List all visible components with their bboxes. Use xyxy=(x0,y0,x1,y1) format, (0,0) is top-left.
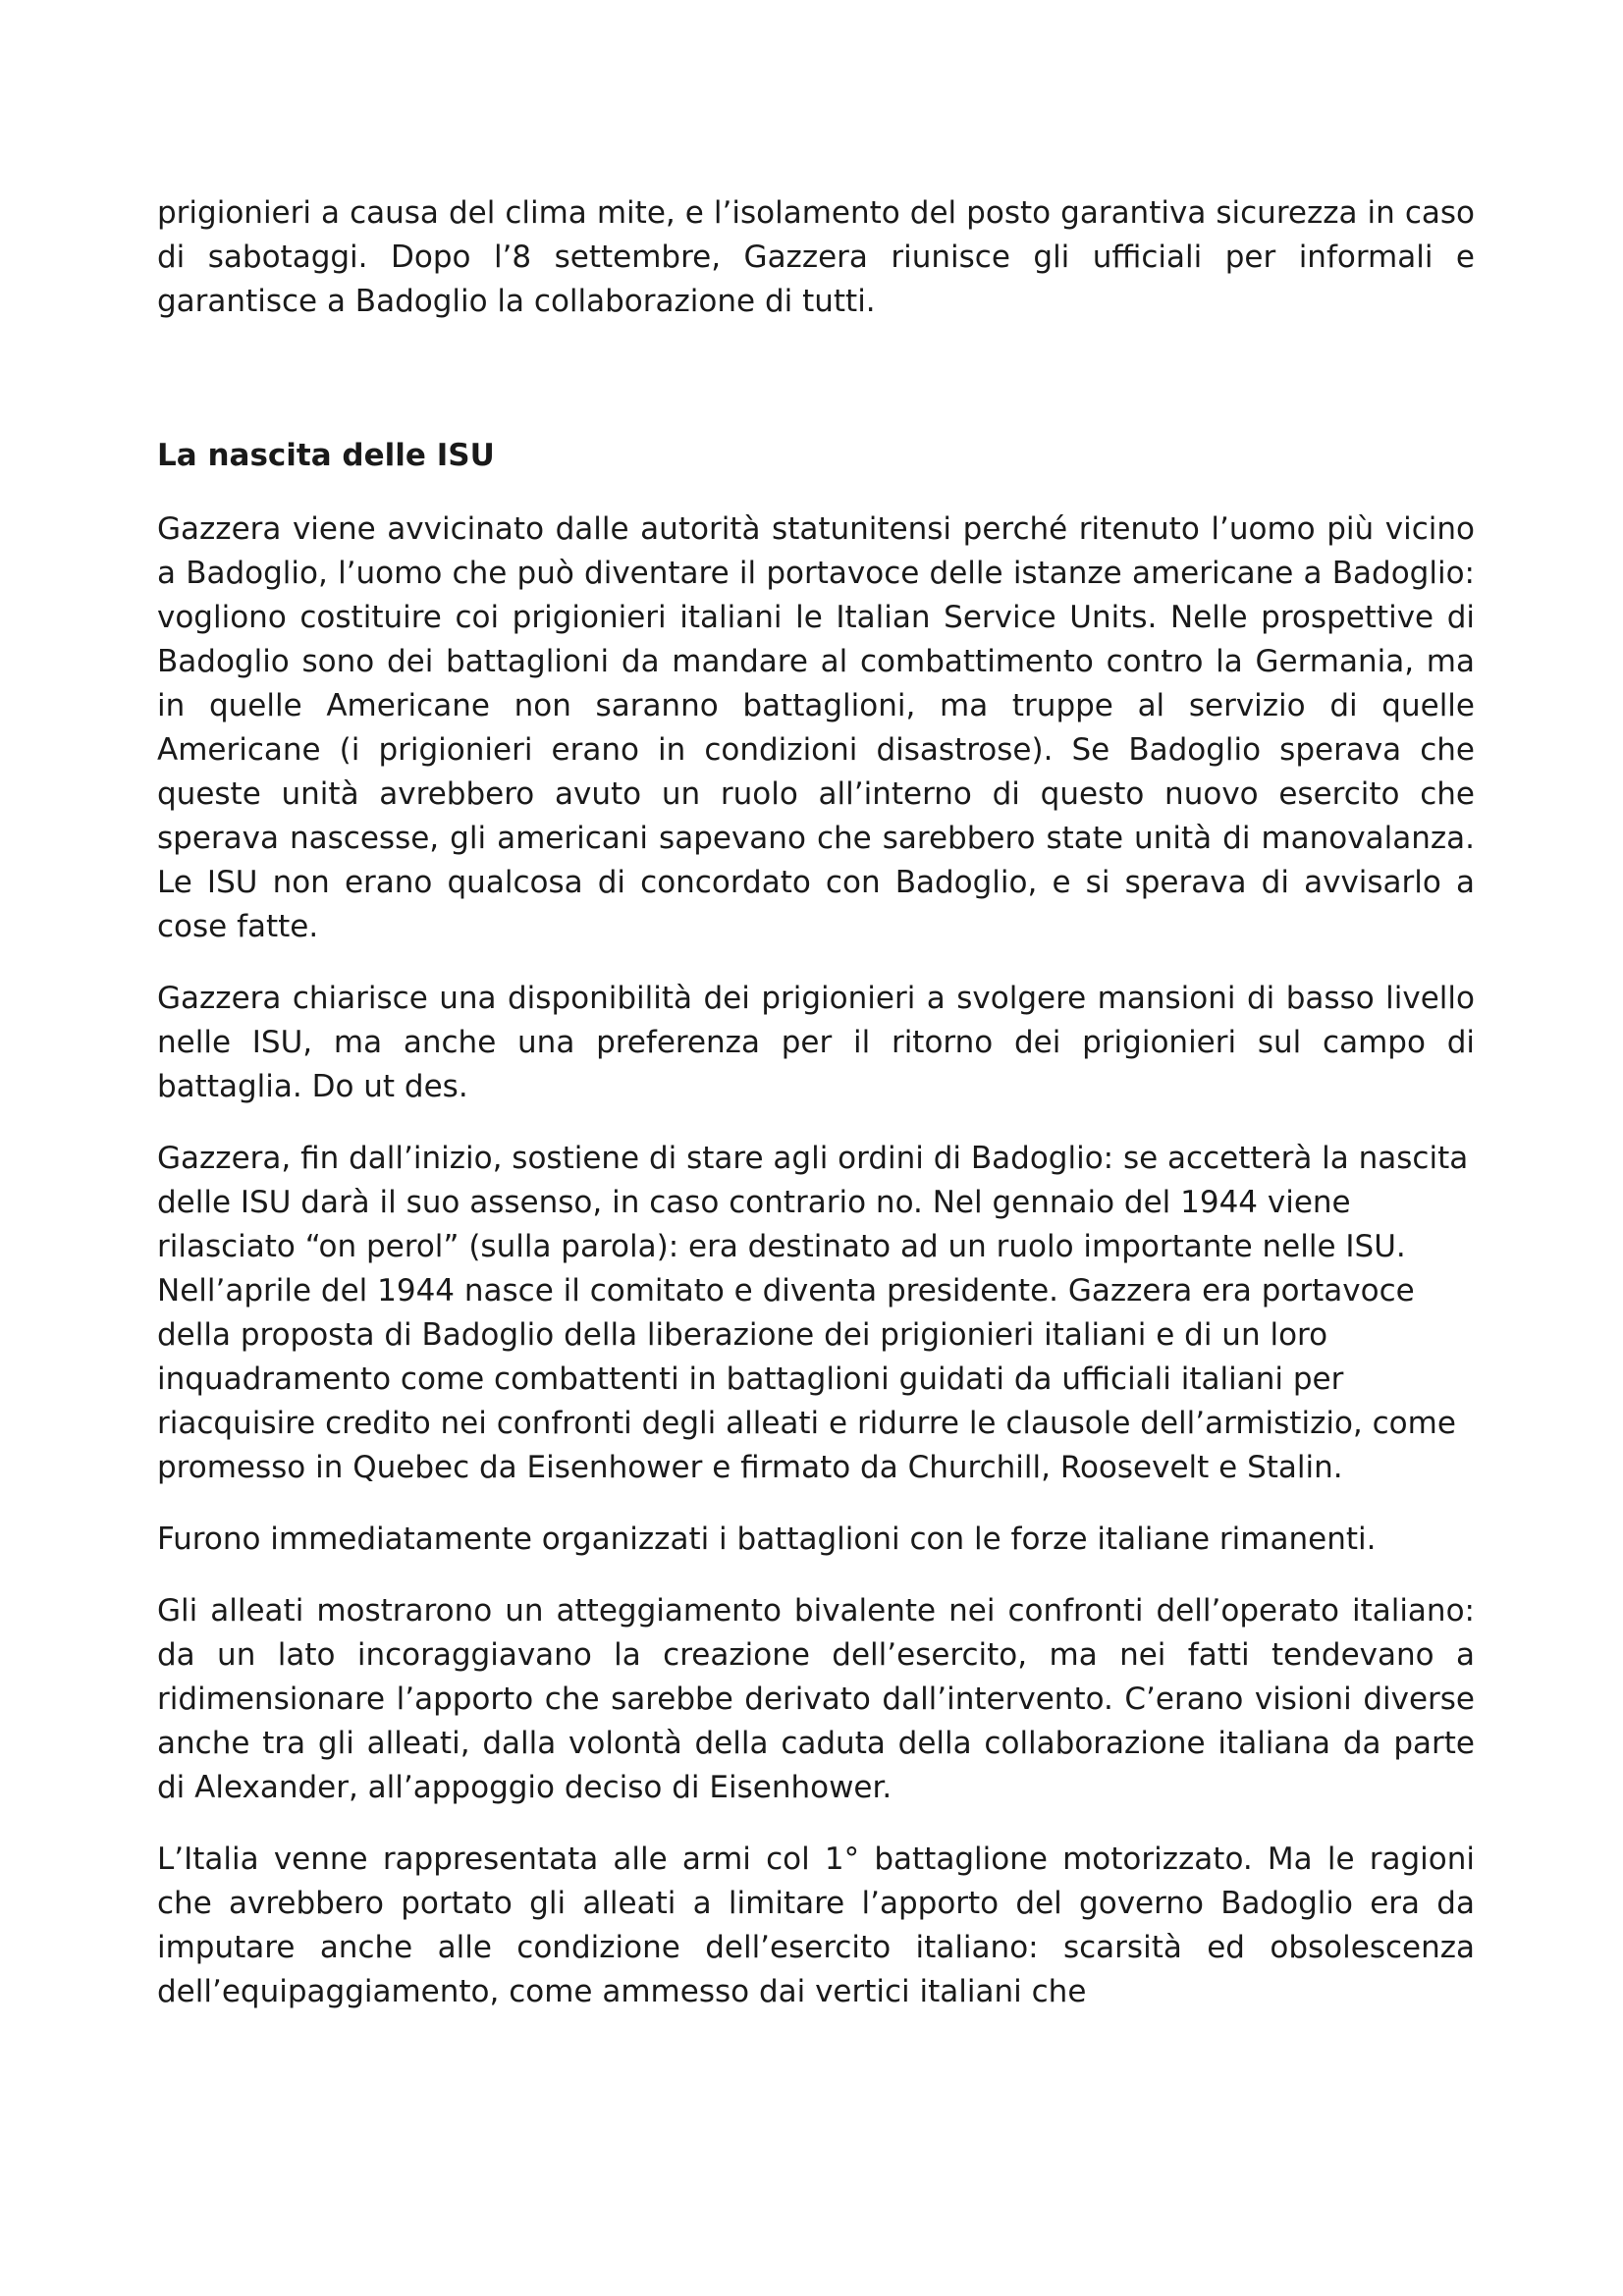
paragraph-isu-origins: Gazzera viene avvicinato dalle autorità statunitensi perché ritenuto l’uomo più vicino a Badoglio, l’uomo che può diventare il portavoce delle istanze americane a Badoglio: vogliono costituire coi prigionieri italiani le Italian Service Units. Nelle prospettive di Badoglio sono dei battaglioni da mandare al combattimento contro la Germania, ma in quelle Americane non saranno battaglioni, ma truppe al servizio di quelle Americane (i prigionieri erano in condizioni disastrose). Se Badoglio sperava che queste unità avrebbero avuto un ruolo all’interno di questo nuovo esercito che sperava nascesse, gli americani sapevano che sarebbero state unità di manovalanza. Le ISU non erano qualcosa di concordato con Badoglio, e si sperava di avvisarlo a cose fatte. xyxy=(157,511,1475,944)
paragraph-battalions: Furono immediatamente organizzati i battaglioni con le forze italiane rimanenti. xyxy=(157,1522,1377,1557)
intro-paragraph: prigionieri a causa del clima mite, e l’isolamento del posto garantiva sicurezza in caso di sabotaggi. Dopo l’8 settembre, Gazzera riunisce gli ufficiali per informali e garantisce a Badoglio la collaborazione di tutti. xyxy=(157,195,1475,319)
page-body xyxy=(157,191,1475,2042)
paragraph-gazzera-orders: Gazzera, fin dall’inizio, sostiene di stare agli ordini di Badoglio: se accetterà la nascita delle ISU darà il suo assenso, in caso contrario no. Nel gennaio del 1944 viene rilasciato “on perol” (sulla parola): era destinato ad un ruolo importante nelle ISU. Nell’aprile del 1944 nasce il comitato e diventa presidente. Gazzera era portavoce della proposta di Badoglio della liberazione dei prigionieri italiani e di un loro inquadramento come combattenti in battaglioni guidati da ufficiali italiani per riacquisire credito nei confronti degli alleati e ridurre le clausole dell’armistizio, come promesso in Quebec da Eisenhower e firmato da Churchill, Roosevelt e Stalin. xyxy=(157,1141,1469,1485)
paragraph-allies-attitude: Gli alleati mostrarono un atteggiamento bivalente nei confronti dell’operato italiano: da un lato incoraggiavano la creazione dell’esercito, ma nei fatti tendevano a ridimensionare l’apporto che sarebbe derivato dall’intervento. C’erano visioni diverse anche tra gli alleati, dalla volontà della caduta della collaborazione italiana da parte di Alexander, all’appoggio deciso di Eisenhower. xyxy=(157,1593,1475,1805)
section-heading: La nascita delle ISU xyxy=(157,438,495,473)
paragraph-gazzera-availability: Gazzera chiarisce una disponibilità dei prigionieri a svolgere mansioni di basso livello nelle ISU, ma anche una preferenza per il ritorno dei prigionieri sul campo di battaglia. Do ut des. xyxy=(157,981,1475,1104)
paragraph-italy-motorized: L’Italia venne rappresentata alle armi col 1° battaglione motorizzato. Ma le ragioni che avrebbero portato gli alleati a limitare l’apporto del governo Badoglio era da imputare anche alle condizione dell’esercito italiano: scarsità ed obsolescenza dell’equipaggiamento, come ammesso dai vertici italiani che xyxy=(157,1842,1475,2009)
